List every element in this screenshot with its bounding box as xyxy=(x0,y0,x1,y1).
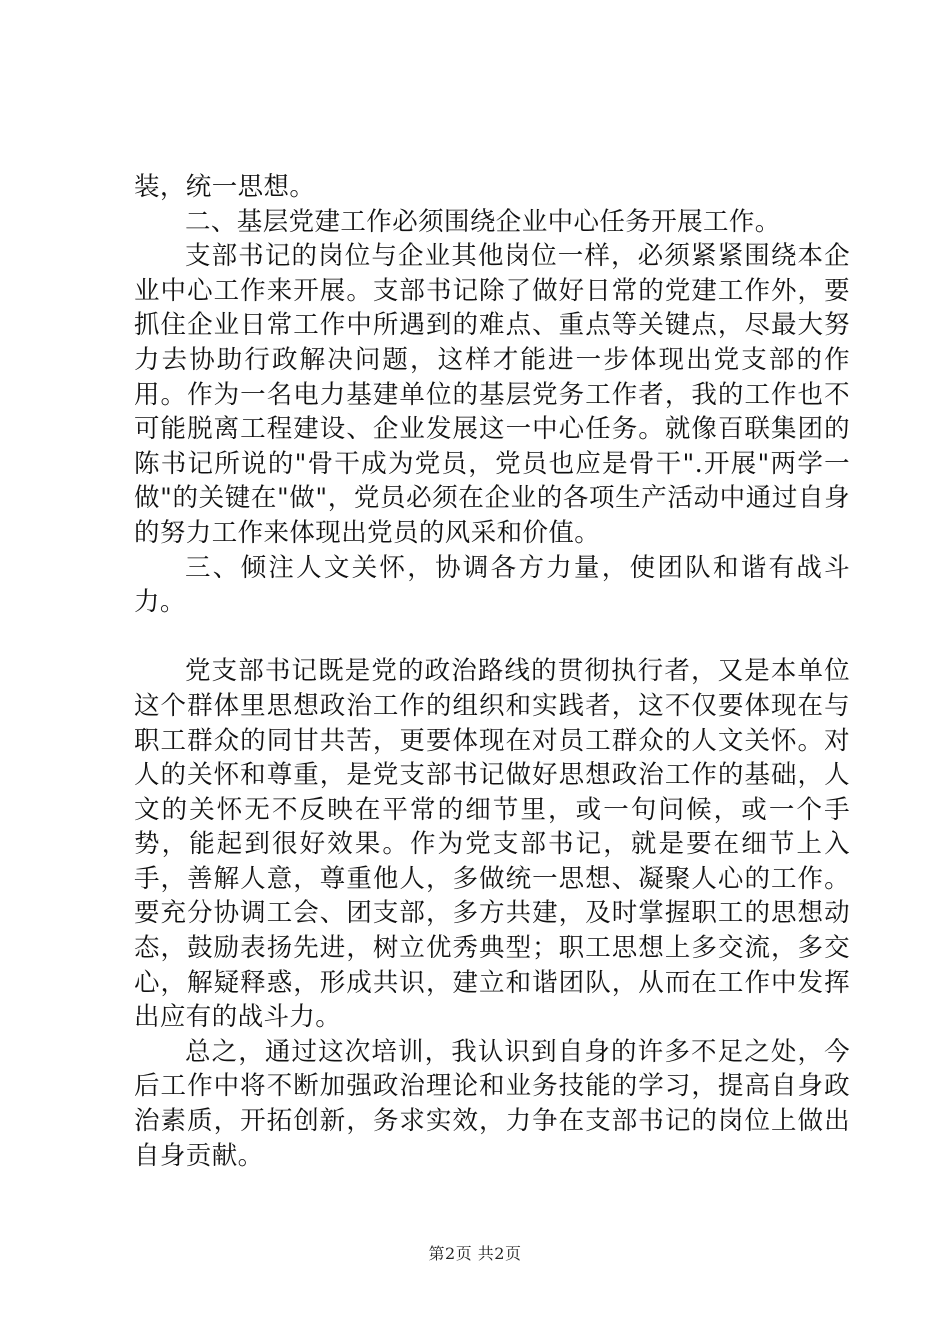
page-footer: 第2页 共2页 xyxy=(428,1244,522,1263)
blank-line xyxy=(134,620,850,655)
paragraph-continuation: 装，统一思想。 xyxy=(134,172,316,202)
document-body xyxy=(134,170,850,1173)
paragraph-conclusion: 总之，通过这次培训，我认识到自身的许多不足之处，今后工作中将不断加强政治理论和业务技能的学习，提高自身政治素质，开拓创新，务求实效，力争在支部书记的岗位上做出自身贡献。 xyxy=(134,1036,850,1171)
section-heading-3: 三、倾注人文关怀，协调各方力量，使团队和谐有战斗力。 xyxy=(134,552,850,618)
paragraph-section-2: 支部书记的岗位与企业其他岗位一样，必须紧紧围绕本企业中心工作来开展。支部书记除了做好日常的党建工作外，要抓住企业日常工作中所遇到的难点、重点等关键点，尽最大努力去协助行政解决问题，这样才能进一步体现出党支部的作用。作为一名电力基建单位的基层党务工作者，我的工作也不可能脱离工程建设、企业发展这一中心任务。就像百联集团的陈书记所说的"骨干成为党员，党员也应是骨干".开展"两学一做"的关键在"做"，党员必须在企业的各项生产活动中通过自身的努力工作来体现出党员的风采和价值。 xyxy=(134,241,850,548)
section-heading-2: 二、基层党建工作必须围绕企业中心任务开展工作。 xyxy=(185,206,781,237)
paragraph-section-3: 党支部书记既是党的政治路线的贯彻执行者，又是本单位这个群体里思想政治工作的组织和实践者，这不仅要体现在与职工群众的同甘共苦，更要体现在对员工群众的人文关怀。对人的关怀和尊重，是党支部书记做好思想政治工作的基础，人文的关怀无不反映在平常的细节里，或一句问候，或一个手势，能起到很好效果。作为党支部书记，就是要在细节上入手，善解人意，尊重他人，多做统一思想、凝聚人心的工作。要充分协调工会、团支部，多方共建，及时掌握职工的思想动态，鼓励表扬先进，树立优秀典型；职工思想上多交流，多交心，解疑释惑，形成共识，建立和谐团队，从而在工作中发挥出应有的战斗力。 xyxy=(134,656,850,1033)
